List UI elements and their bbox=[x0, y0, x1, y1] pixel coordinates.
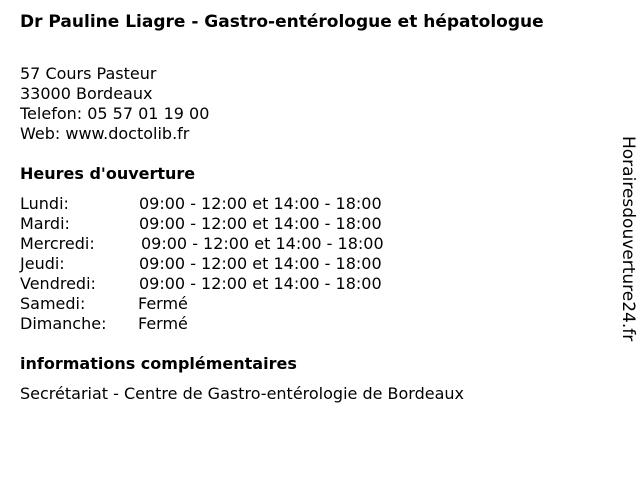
hours-row-dimanche bbox=[20, 314, 440, 334]
day-label: Mercredi: bbox=[20, 234, 95, 253]
hours-row-samedi bbox=[20, 294, 440, 314]
time-value: 09:00 - 12:00 et 14:00 - 18:00 bbox=[139, 194, 382, 213]
opening-hours-table bbox=[20, 194, 440, 334]
address-block bbox=[20, 64, 209, 144]
hours-row-mardi bbox=[20, 214, 440, 234]
time-value: 09:00 - 12:00 et 14:00 - 18:00 bbox=[139, 214, 382, 233]
page-title: Dr Pauline Liagre - Gastro-entérologue et hépatologue bbox=[20, 12, 544, 32]
day-label: Lundi: bbox=[20, 194, 69, 213]
day-label: Jeudi: bbox=[20, 254, 65, 273]
website-link[interactable]: Web: www.doctolib.fr bbox=[20, 124, 190, 143]
additional-info-text: Secrétariat - Centre de Gastro-entérologie de Bordeaux bbox=[20, 384, 465, 403]
opening-hours-heading: Heures d'ouverture bbox=[20, 164, 196, 183]
time-value: 09:00 - 12:00 et 14:00 - 18:00 bbox=[141, 234, 384, 253]
site-watermark: Horairesdouverture24.fr bbox=[618, 136, 638, 342]
hours-row-jeudi bbox=[20, 254, 440, 274]
time-value: 09:00 - 12:00 et 14:00 - 18:00 bbox=[139, 254, 382, 273]
time-value: Fermé bbox=[138, 314, 188, 333]
time-value: 09:00 - 12:00 et 14:00 - 18:00 bbox=[139, 274, 382, 293]
address-city: 33000 Bordeaux bbox=[20, 84, 153, 103]
day-label: Samedi: bbox=[20, 294, 86, 313]
additional-info-heading: informations complémentaires bbox=[20, 354, 297, 373]
phone-number[interactable]: Telefon: 05 57 01 19 00 bbox=[20, 104, 210, 123]
hours-row-mercredi bbox=[20, 234, 440, 254]
time-value: Fermé bbox=[138, 294, 188, 313]
day-label: Mardi: bbox=[20, 214, 70, 233]
day-label: Vendredi: bbox=[20, 274, 96, 293]
hours-row-lundi bbox=[20, 194, 440, 214]
day-label: Dimanche: bbox=[20, 314, 107, 333]
address-street: 57 Cours Pasteur bbox=[20, 64, 157, 83]
hours-row-vendredi bbox=[20, 274, 440, 294]
